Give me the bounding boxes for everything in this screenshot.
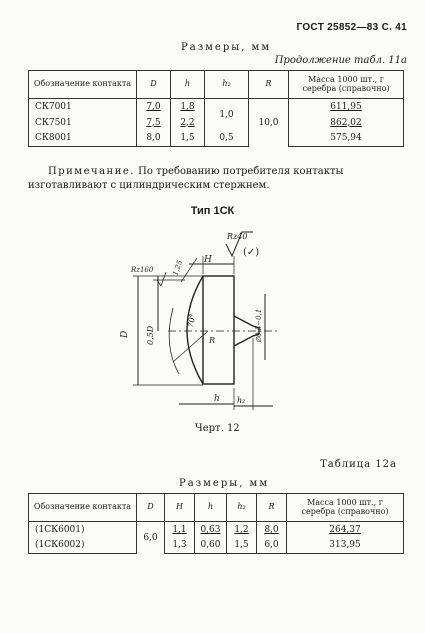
note-text: По требованию потребителя контакты изготавливают с цилиндрическим стержнем.: [28, 166, 344, 191]
rz160-label: Rz160: [131, 266, 154, 274]
page-header: ГОСТ 25852—83 С. 41: [296, 22, 407, 33]
type-title: Тип 1СК: [190, 205, 235, 217]
contact-drawing: [113, 228, 288, 418]
dim-h2: h₂: [237, 396, 246, 405]
dim-H: H: [204, 255, 212, 265]
col-mass: Масса 1000 шт., г серебра (справочно): [289, 71, 404, 99]
check-label: (✓): [243, 247, 260, 258]
dim-h: h: [214, 394, 220, 404]
table-row: СК7501 7,5 2,2 862,02: [29, 115, 404, 131]
col-h2: h₂: [227, 494, 257, 522]
contact-head: [203, 276, 234, 384]
col-designation: Обозначение контакта: [29, 494, 137, 522]
table12a-caption: Размеры, мм: [179, 478, 270, 489]
dim-angle: 70°: [186, 312, 198, 329]
dim-D: D: [120, 330, 130, 338]
h2-merged: 1,0: [205, 99, 249, 131]
col-D: D: [137, 494, 165, 522]
dim-1-25: 1,25: [171, 259, 185, 277]
note-title: Примечание.: [48, 166, 135, 177]
rz40-label: Rz40: [227, 232, 248, 241]
contact-dome: [187, 276, 203, 384]
table-11a: [28, 70, 404, 147]
col-h: h: [195, 494, 227, 522]
table12a-title: Таблица 12а: [320, 459, 397, 470]
col-D: D: [137, 71, 171, 99]
table-12a: [28, 493, 404, 554]
note-paragraph: [28, 165, 404, 192]
figure-caption: Черт. 12: [195, 423, 240, 434]
dim-R: R: [209, 336, 216, 345]
D-merged: 6,0: [137, 522, 165, 554]
col-mass: Масса 1000 шт., г серебра (справочно): [287, 494, 404, 522]
table-row: СК7001 7,0 1,8 1,0 10,0 611,95: [29, 99, 404, 115]
R-merged: 10,0: [249, 99, 289, 147]
table-row: (1СК6001) 6,0 1,1 0,63 1,2 8,0 264,37: [29, 522, 404, 538]
dim-half-D: 0,5D: [146, 325, 155, 345]
table11a-continuation: Продолжение табл. 11а: [274, 55, 407, 66]
dim-diameter: ∅0,5−0,1: [255, 308, 263, 343]
table11a-caption: Размеры, мм: [181, 42, 272, 53]
table-row: СК8001 8,0 1,5 0,5 575,94: [29, 131, 404, 147]
col-R: R: [249, 71, 289, 99]
table-row: (1СК6002) 1,3 0,60 1,5 6,0 313,95: [29, 538, 404, 554]
col-H: H: [165, 494, 195, 522]
col-h: h: [171, 71, 205, 99]
col-designation: Обозначение контакта: [29, 71, 137, 99]
col-h2: h₂: [205, 71, 249, 99]
col-R: R: [257, 494, 287, 522]
